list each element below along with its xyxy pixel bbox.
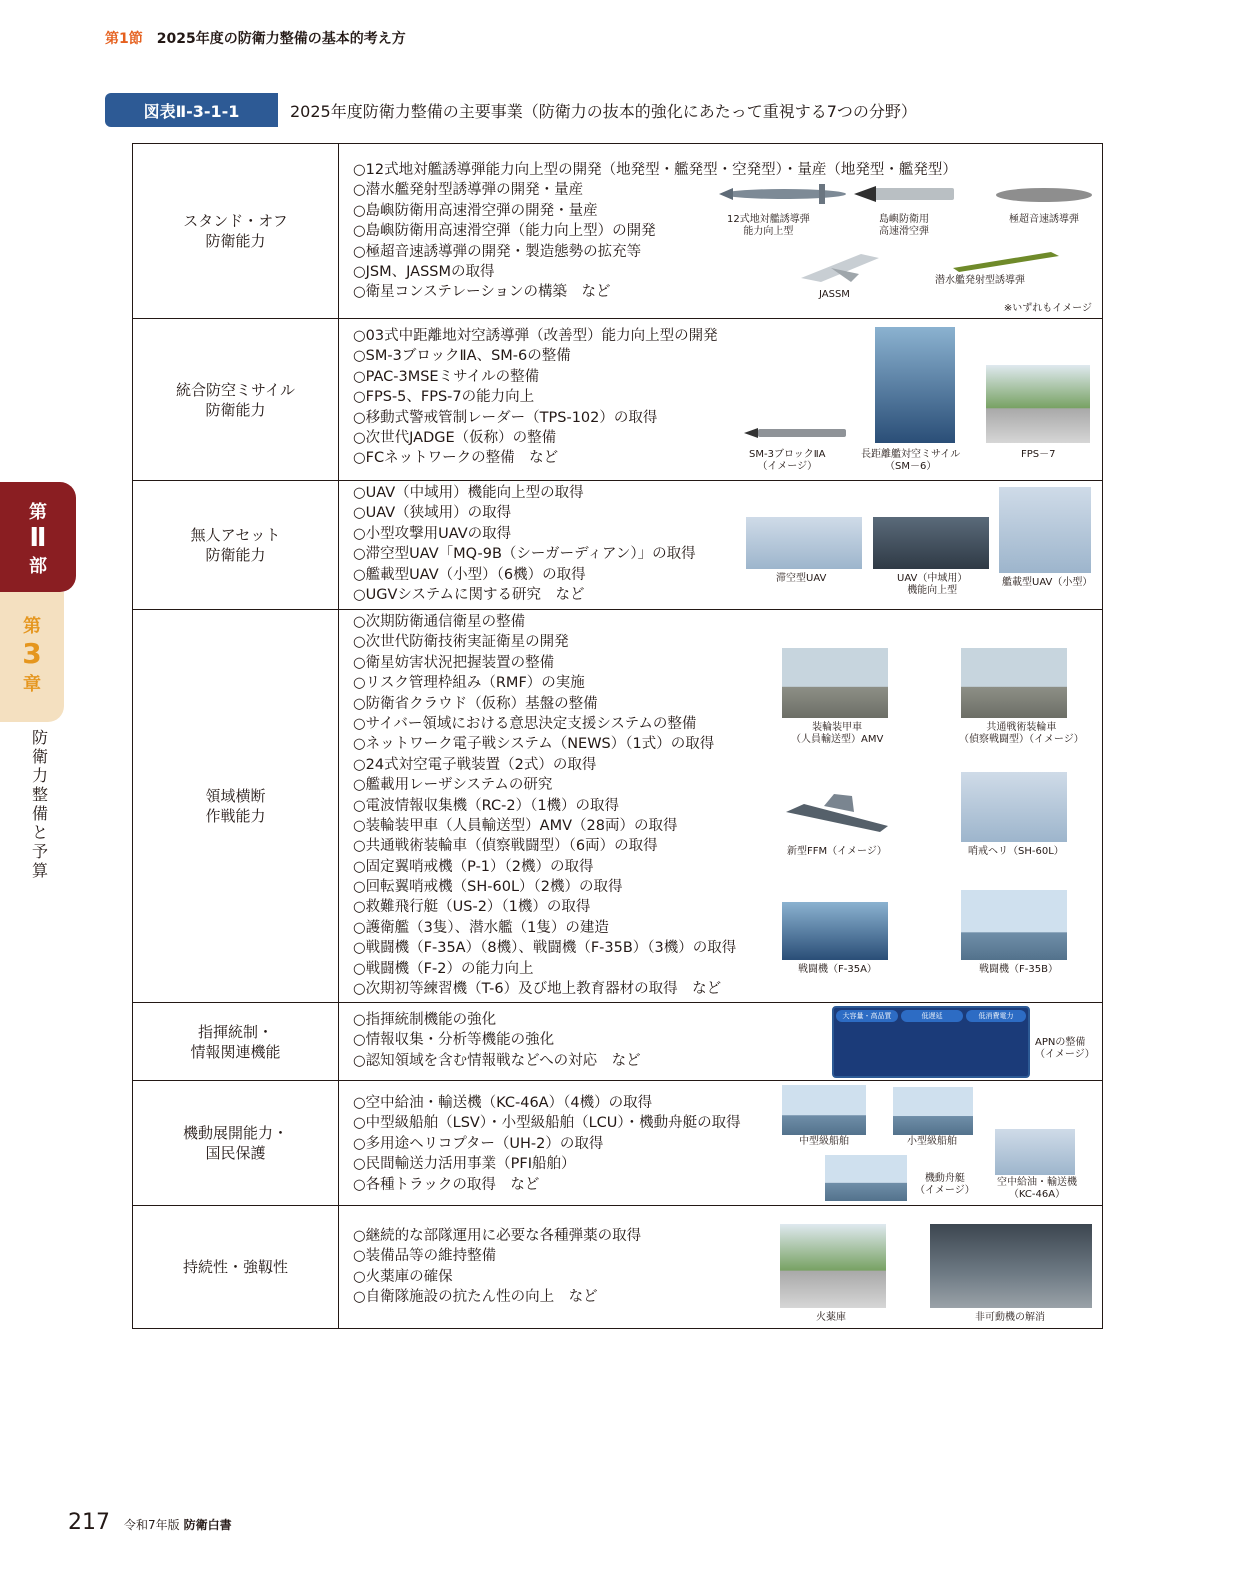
- category-cell: [133, 319, 339, 481]
- image-caption: 長距離艦対空ミサイル （SM－6）: [861, 449, 961, 472]
- category-line: 統合防空ミサイル: [176, 380, 295, 399]
- image-caption: 共通戦術装輪車 （偵察戦闘型）（イメージ）: [959, 722, 1084, 745]
- list-item: ○次期初等練習機（T-6）及び地上教育器材の取得 など: [353, 981, 722, 998]
- category-line: 防衛能力: [205, 232, 266, 250]
- list-item: ○多用途ヘリコプター（UH-2）の取得: [353, 1135, 604, 1152]
- part-tab-text: 部: [29, 556, 47, 577]
- category-cell: [133, 1003, 339, 1081]
- fps7-radar-photo: [986, 365, 1090, 443]
- table-row: [133, 481, 1103, 610]
- list-item: ○03式中距離地対空誘導弾（改善型）能力向上型の開発: [353, 328, 718, 344]
- table-row: [133, 319, 1103, 481]
- table-row: [133, 1206, 1103, 1329]
- landing-craft-photo: [825, 1155, 907, 1201]
- chapter-title-char: 防: [31, 728, 48, 747]
- list-item: ○電波情報収集機（RC-2）（1機）の取得: [353, 797, 620, 814]
- list-item: ○救難飛行艇（US-2）（1機）の取得: [353, 899, 591, 916]
- list-item: ○次期防衛通信衛星の整備: [353, 614, 526, 630]
- category-line: 防衛能力: [205, 400, 266, 419]
- image-caption: 空中給油・輸送機 （KC-46A）: [997, 1177, 1077, 1200]
- part-tab-text: Ⅱ: [29, 523, 47, 553]
- image-caption: 島嶼防衛用 高速滑空弾: [879, 214, 929, 237]
- part-tab: [0, 482, 76, 592]
- edition-label: 令和7年版: [124, 1518, 180, 1532]
- list-item: ○次世代防衛技術実証衛星の開発: [353, 634, 569, 651]
- running-header: [105, 28, 406, 48]
- image-caption: 潜水艦発射型誘導弾: [935, 275, 1025, 286]
- list-item: ○固定翼哨戒機（P-1）（2機）の取得: [353, 858, 594, 875]
- apn-diagram: [832, 1006, 1030, 1078]
- amv-vehicle-photo: [782, 648, 888, 718]
- chapter-title-char: 整: [31, 785, 48, 804]
- list-item: ○防衛省クラウド（仮称）基盤の整備: [353, 695, 598, 712]
- chapter-tab: [0, 592, 64, 722]
- list-item: ○艦載型UAV（小型）（6機）の取得: [353, 566, 586, 583]
- list-item: ○艦載用レーザシステムの研究: [353, 777, 553, 794]
- section-number: 第1節: [105, 31, 143, 47]
- list-item: ○戦闘機（F-35A）（8機）、戦闘機（F-35B）（3機）の取得: [353, 940, 737, 957]
- image-caption: 火薬庫: [816, 1312, 846, 1323]
- chapter-title-char: 予: [31, 842, 48, 861]
- list-item: ○島嶼防衛用高速滑空弾（能力向上型）の開発: [353, 223, 656, 240]
- image-caption: 戦闘機（F-35B）: [979, 964, 1058, 975]
- list-item: ○JSM、JASSMの取得: [353, 263, 495, 280]
- list-item: ○FCネットワークの整備 など: [353, 450, 559, 467]
- item-list: [353, 612, 736, 999]
- image-note: ※いずれもイメージ: [1003, 303, 1092, 314]
- item-list: [353, 1010, 641, 1071]
- list-item: ○護衛艦（3隻）、潜水艦（1隻）の建造: [353, 919, 609, 936]
- list-item: ○SM-3ブロックⅡA、SM-6の整備: [353, 348, 571, 365]
- category-cell: [133, 481, 339, 610]
- list-item: ○情報収集・分析等機能の強化: [353, 1032, 555, 1049]
- f35b-photo: [961, 890, 1067, 960]
- category-line: 機動展開能力・: [182, 1124, 288, 1142]
- list-item: ○潜水艦発射型誘導弾の開発・量産: [353, 182, 584, 199]
- missile-image: [994, 184, 1094, 206]
- figure-label: 図表Ⅱ-3-1-1: [105, 93, 278, 127]
- image-caption: APNの整備 （イメージ）: [1035, 1037, 1095, 1060]
- item-list: [353, 1093, 741, 1195]
- image-caption: 戦闘機（F-35A）: [798, 964, 877, 975]
- table-row: [133, 144, 1103, 319]
- list-item: ○中型級船舶（LSV）・小型級船舶（LCU）・機動舟艇の取得: [353, 1115, 741, 1132]
- ffm-ship-image: [784, 782, 890, 844]
- category-line: 国民保護: [205, 1144, 266, 1162]
- figure-title-bar: [105, 93, 917, 127]
- list-item: ○UGVシステムに関する研究 など: [353, 586, 585, 603]
- hangar-aircraft-photo: [930, 1224, 1092, 1308]
- figure-caption: 2025年度防衛力整備の主要事業（防衛力の抜本的強化にあたって重視する7つの分野）: [290, 101, 917, 121]
- list-item: ○サイバー領域における意思決定支援システムの整備: [353, 715, 697, 732]
- uav-medium-photo: [873, 517, 989, 569]
- missile-image: [719, 180, 849, 210]
- image-caption: 中型級船舶: [799, 1136, 849, 1147]
- book-title: 防衛白書: [183, 1518, 232, 1532]
- category-cell: [133, 144, 339, 319]
- items-cell: [339, 1206, 1103, 1329]
- list-item: ○島嶼防衛用高速滑空弾の開発・量産: [353, 202, 598, 219]
- list-item: ○12式地対艦誘導弾能力向上型の開発（地発型・艦発型・空発型）・量産（地発型・艦発型）: [353, 162, 957, 178]
- chapter-tab-text: 3: [22, 637, 42, 670]
- page-footer: [68, 1510, 232, 1535]
- items-cell: [339, 1003, 1103, 1081]
- category-line: 領域横断: [205, 787, 266, 805]
- f35a-photo: [782, 902, 888, 960]
- section-title: 2025年度の防衛力整備の基本的考え方: [156, 31, 406, 47]
- chapter-title-char: と: [31, 823, 48, 842]
- apn-header: 低消費電力: [966, 1010, 1026, 1022]
- sh60l-helicopter-photo: [961, 772, 1067, 842]
- category-line: 持続性・強靱性: [182, 1258, 288, 1276]
- list-item: ○FPS-5、FPS-7の能力向上: [353, 389, 535, 406]
- chapter-title-vertical: [30, 728, 50, 880]
- category-cell: [133, 1081, 339, 1206]
- chapter-title-char: 衛: [31, 747, 48, 766]
- category-line: 無人アセット: [190, 526, 281, 544]
- list-item: ○空中給油・輸送機（KC-46A）（4機）の取得: [353, 1095, 653, 1111]
- chapter-tab-text: 第: [23, 616, 41, 637]
- category-line: 情報関連機能: [190, 1042, 281, 1061]
- list-item: ○次世代JADGE（仮称）の整備: [353, 429, 557, 446]
- chapter-title-char: 力: [31, 766, 48, 785]
- image-caption: UAV（中域用） 機能向上型: [897, 573, 968, 596]
- chapter-title-char: 算: [31, 861, 48, 880]
- list-item: ○回転翼哨戒機（SH-60L）（2機）の取得: [353, 879, 623, 896]
- list-item: ○継続的な部隊運用に必要な各種弾薬の取得: [353, 1228, 642, 1244]
- chapter-tab-text: 章: [23, 674, 41, 695]
- image-caption: SM-3ブロックⅡA （イメージ）: [749, 449, 826, 472]
- list-item: ○UAV（中域用）機能向上型の取得: [353, 485, 584, 501]
- list-item: ○民間輸送力活用事業（PFI船舶）: [353, 1156, 576, 1173]
- items-cell: [339, 1081, 1103, 1206]
- list-item: ○各種トラックの取得 など: [353, 1176, 540, 1193]
- list-item: ○ネットワーク電子戦システム（NEWS）（1式）の取得: [353, 736, 715, 753]
- item-list: [353, 1226, 641, 1308]
- list-item: ○戦闘機（F-2）の能力向上: [353, 960, 534, 977]
- lsv-ship-photo: [782, 1085, 866, 1135]
- items-cell: [339, 481, 1103, 610]
- category-cell: [133, 1206, 339, 1329]
- image-caption: 非可動機の解消: [975, 1312, 1045, 1323]
- image-caption: 滞空型UAV: [776, 573, 827, 584]
- list-item: ○リスク管理枠組み（RMF）の実施: [353, 675, 585, 692]
- category-line: 作戦能力: [205, 807, 266, 825]
- list-item: ○PAC-3MSEミサイルの整備: [353, 368, 540, 385]
- image-caption: 小型級船舶: [907, 1136, 957, 1147]
- items-cell: [339, 319, 1103, 481]
- list-item: ○共通戦術装輪車（偵察戦闘型）（6両）の取得: [353, 838, 658, 855]
- publication-name: [124, 1516, 232, 1533]
- list-item: ○装輪装甲車（人員輸送型）AMV（28両）の取得: [353, 817, 678, 834]
- item-list: [353, 483, 696, 605]
- apn-header: 大容量・高品質: [836, 1010, 898, 1022]
- image-caption: 新型FFM（イメージ）: [787, 846, 887, 857]
- image-caption: FPS－7: [1021, 449, 1056, 460]
- missile-image: [744, 425, 849, 441]
- items-cell: [339, 610, 1103, 1003]
- missile-image: [854, 180, 959, 210]
- list-item: ○衛星妨害状況把握装置の整備: [353, 654, 555, 671]
- image-caption: 装輪装甲車 （人員輸送型）AMV: [791, 722, 884, 745]
- item-list: [353, 326, 718, 469]
- list-item: ○24式対空電子戦装置（2式）の取得: [353, 756, 597, 773]
- lcu-ship-photo: [893, 1087, 973, 1135]
- category-line: 指揮統制・: [197, 1022, 273, 1041]
- list-item: ○UAV（狭域用）の取得: [353, 505, 512, 522]
- mq9b-uav-photo: [746, 517, 862, 569]
- apn-header: 低遅延: [901, 1010, 963, 1022]
- image-caption: 12式地対艦誘導弾 能力向上型: [727, 214, 810, 237]
- magazine-photo: [780, 1224, 886, 1308]
- image-caption: 機動舟艇 （イメージ）: [915, 1173, 975, 1196]
- list-item: ○火薬庫の確保: [353, 1268, 453, 1285]
- image-caption: JASSM: [819, 289, 850, 300]
- missile-image: [801, 248, 881, 284]
- recon-vehicle-photo: [961, 648, 1067, 718]
- missile-image: [951, 248, 1061, 272]
- image-caption: 哨戒ヘリ（SH-60L）: [968, 846, 1064, 857]
- list-item: ○認知領域を含む情報戦などへの対応 など: [353, 1052, 641, 1069]
- chapter-title-char: 備: [31, 804, 48, 823]
- table-row: [133, 610, 1103, 1003]
- table-row: [133, 1081, 1103, 1206]
- category-line: スタンド・オフ: [183, 212, 288, 230]
- list-item: ○極超音速誘導弾の開発・製造態勢の拡充等: [353, 243, 642, 260]
- items-cell: [339, 144, 1103, 319]
- list-item: ○装備品等の維持整備: [353, 1248, 497, 1265]
- category-line: 防衛能力: [205, 546, 266, 564]
- sm6-launch-photo: [875, 327, 955, 443]
- image-caption: 艦載型UAV（小型）: [1002, 577, 1093, 588]
- main-table: [132, 143, 1103, 1329]
- list-item: ○小型攻撃用UAVの取得: [353, 525, 512, 542]
- list-item: ○滞空型UAV「MQ-9B（シーガーディアン）」の取得: [353, 546, 696, 563]
- kc46a-photo: [995, 1129, 1075, 1175]
- category-cell: [133, 610, 339, 1003]
- part-tab-text: 第: [29, 502, 47, 523]
- table-row: [133, 1003, 1103, 1081]
- page-number: 217: [68, 1510, 110, 1535]
- list-item: ○移動式警戒管制レーダー（TPS-102）の取得: [353, 409, 658, 426]
- list-item: ○自衛隊施設の抗たん性の向上 など: [353, 1289, 598, 1306]
- list-item: ○衛星コンステレーションの構築 など: [353, 284, 611, 301]
- list-item: ○指揮統制機能の強化: [353, 1012, 497, 1028]
- image-caption: 極超音速誘導弾: [1009, 214, 1079, 225]
- shipborne-uav-photo: [999, 487, 1091, 573]
